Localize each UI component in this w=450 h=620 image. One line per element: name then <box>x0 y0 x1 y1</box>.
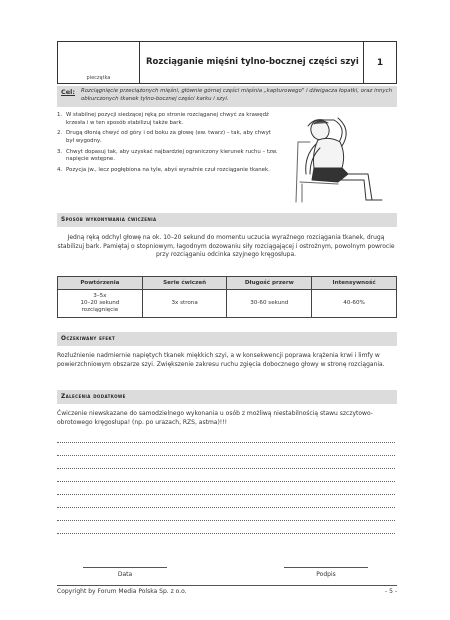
signature-line <box>284 567 368 568</box>
reps-line: 10–20 sekund <box>80 299 120 306</box>
page-title: Rozciąganie mięśni tylno-bocznej części szyi <box>140 42 364 83</box>
step-number: 3. <box>57 148 63 155</box>
section-header-recommendations: Zalecenia dodatkowe <box>57 390 397 404</box>
step-text: Drugą dłonią chwyć od góry i od boku za głowę (ew. twarz) – tak, aby chwyt był wygodny. <box>66 130 271 145</box>
recommendation-text: Ćwiczenie niewskazane do samodzielnego wykonania u osób z możliwą niestabilnością stawu szczytowo-obrotowego kręgosłupa! (np. po urazach, RZS, astma)!!! <box>57 410 373 426</box>
series-cell: 3x strona <box>142 290 227 318</box>
column-header: Serie ćwiczeń <box>142 277 227 290</box>
goal-label: Cel: <box>61 88 76 96</box>
note-line <box>57 442 395 443</box>
note-line <box>57 494 395 495</box>
table-header-row <box>58 277 397 290</box>
stamp-label: pieczątka <box>86 75 111 81</box>
step-text: Chwyt dopasuj tak, aby uzyskać najbardziej ograniczony kierunek ruchu – tzw. napięcie wstępne. <box>66 148 278 163</box>
method-text: Jedną ręką odchyl głowę na ok. 10–20 sekund do momentu uczucia wyraźnego rozciągania tkanek, drugą stabilizuj bark. Pamiętaj o stopniowym, łagodnym dozowaniu siły rozciągającej i ostrożnym, powolnym powrocie przy rozciąganiu odcinka szyjnego kręgosłupa. <box>57 234 395 259</box>
list-item <box>57 130 279 145</box>
note-line <box>57 455 395 456</box>
note-line <box>57 507 395 508</box>
table-row <box>58 290 397 318</box>
step-number: 4. <box>57 167 63 174</box>
list-item <box>57 112 279 127</box>
column-header: Intensywność <box>312 277 397 290</box>
reps-line: rozciągnięcie <box>81 307 119 314</box>
step-number: 2. <box>57 130 63 137</box>
date-signature-line <box>83 567 167 568</box>
step-text: Pozycja jw., lecz pogłębiona na tyle, abyś wyraźnie czuł rozciąganie tkanek. <box>66 167 270 174</box>
list-item <box>57 167 279 175</box>
section-header-effect: Oczekiwany efekt <box>57 332 397 346</box>
note-line <box>57 533 395 534</box>
effect-text: Rozluźnienie nadmiernie napiętych tkanek miękkich szyi, a w konsekwencji poprawa krążenia krwi i limfy w powierzchniowym obszarze szyi. Zwiększenie zakresu ruchu zgięcia dobocznego głowy w stronę rozciągania. <box>57 352 385 368</box>
column-header: Długość przerw <box>227 277 312 290</box>
reps-cell <box>58 290 143 318</box>
footer-divider <box>57 585 397 586</box>
pause-cell: 30-60 sekund <box>227 290 312 318</box>
list-item <box>57 149 279 164</box>
note-line <box>57 520 395 521</box>
steps-list <box>57 112 279 178</box>
signature-label: Podpis <box>316 571 336 578</box>
intensity-cell: 40-60% <box>312 290 397 318</box>
exercise-number: 1 <box>376 57 384 68</box>
step-text: W stabilnej pozycji siedzącej ręką po stronie rozciąganej chwyć za krawędź krzesła i w ten sposób stabilizuj także bark. <box>66 112 269 126</box>
column-header: Powtórzenia <box>58 277 143 290</box>
stretching-figure-illustration <box>278 108 398 204</box>
date-label: Data <box>117 571 133 578</box>
goal-box <box>57 86 397 107</box>
step-number: 1. <box>57 112 63 118</box>
copyright-text: Copyright by Forum Media Polska Sp. z o.o. <box>57 588 187 595</box>
section-header-method: Sposób wykonywania ćwiczenia <box>57 213 397 227</box>
goal-text: Rozciągnięcie przeciążonych mięśni, głównie górnej części mięśnia „kapturowego" i dźwigacza łopatki, oraz innych obkurczonych tkanek tylno-bocznej części karku i szyi. <box>81 88 392 102</box>
page-number: - 5 - <box>385 588 397 595</box>
note-line <box>57 481 395 482</box>
reps-line: 3–5x <box>93 292 107 299</box>
parameters-table <box>57 276 397 318</box>
note-line <box>57 468 395 469</box>
stamp-cell <box>58 42 140 83</box>
header-table <box>57 41 397 84</box>
